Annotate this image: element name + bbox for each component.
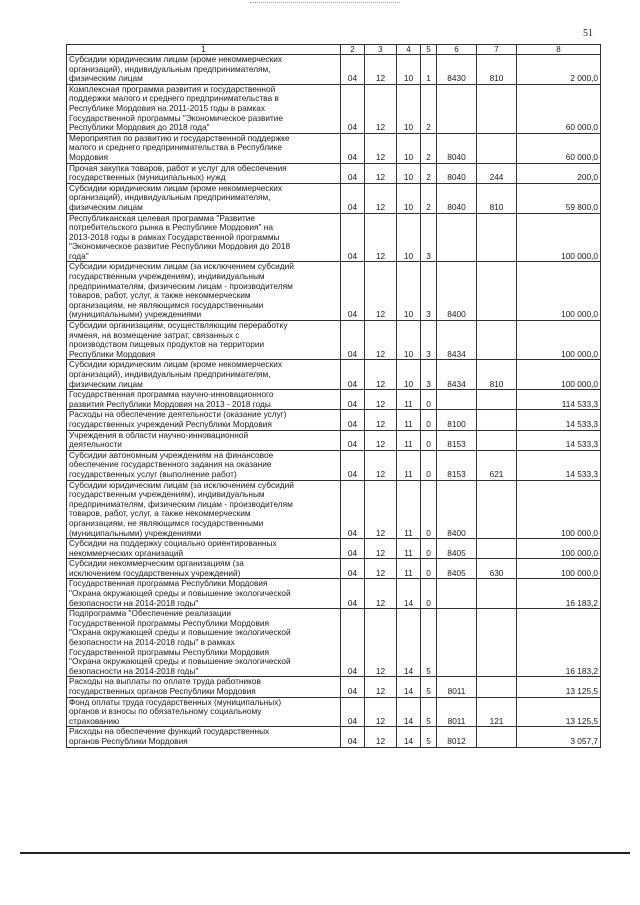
row-code-7: 810 xyxy=(477,183,517,213)
table-row xyxy=(67,321,601,360)
row-code-4: 10 xyxy=(397,84,421,133)
col-header-4: 4 xyxy=(397,45,421,55)
row-amount: 14 533,3 xyxy=(517,450,601,480)
row-amount: 60 000,0 xyxy=(517,133,601,163)
row-amount: 13 125,5 xyxy=(517,697,601,727)
row-code-6 xyxy=(437,213,477,262)
row-code-7 xyxy=(477,430,517,450)
row-amount: 16 183,2 xyxy=(517,609,601,677)
row-code-4: 10 xyxy=(397,213,421,262)
table-row xyxy=(67,410,601,430)
row-code-7 xyxy=(477,321,517,360)
row-code-2: 04 xyxy=(341,480,365,539)
row-code-6: 8434 xyxy=(437,360,477,390)
row-code-2: 04 xyxy=(341,390,365,410)
row-code-7: 630 xyxy=(477,559,517,579)
row-code-7 xyxy=(477,262,517,321)
row-amount: 114 533,3 xyxy=(517,390,601,410)
row-code-7 xyxy=(477,677,517,697)
row-amount: 100 000,0 xyxy=(517,539,601,559)
table-row xyxy=(67,559,601,579)
row-name-cell: Учреждения в области научно-инновационной деятельности xyxy=(67,430,341,450)
row-code-2: 04 xyxy=(341,410,365,430)
row-amount: 14 533,3 xyxy=(517,410,601,430)
row-code-4: 10 xyxy=(397,321,421,360)
row-code-4: 10 xyxy=(397,163,421,183)
row-code-3: 12 xyxy=(365,163,397,183)
row-code-6: 8430 xyxy=(437,55,477,85)
table-row xyxy=(67,539,601,559)
row-code-3: 12 xyxy=(365,213,397,262)
row-name-cell: Прочая закупка товаров, работ и услуг для обеспечения государственных (муниципальных) нужд xyxy=(67,163,341,183)
row-code-3: 12 xyxy=(365,183,397,213)
row-amount: 3 057,7 xyxy=(517,727,601,747)
row-code-5: 3 xyxy=(421,321,437,360)
row-code-7: 621 xyxy=(477,450,517,480)
row-code-4: 11 xyxy=(397,539,421,559)
row-code-2: 04 xyxy=(341,727,365,747)
row-code-7 xyxy=(477,390,517,410)
row-code-6: 8040 xyxy=(437,163,477,183)
table-row xyxy=(67,163,601,183)
row-code-6: 8153 xyxy=(437,450,477,480)
row-name-cell: Расходы на выплаты по оплате труда работников государственных органов Республики Мордовия xyxy=(67,677,341,697)
row-code-4: 14 xyxy=(397,727,421,747)
row-code-6: 8100 xyxy=(437,410,477,430)
row-amount: 14 533,3 xyxy=(517,430,601,450)
row-name-cell: Подпрограмма "Обеспечение реализации Государственной программы Республики Мордовия "Охрана окружающей среды и повышение экологической безопасности на 2014-2018 годы" в рамках Государственной программы Республики Мордовия "Охрана окружающей среды и повышение экологической безопасности на 2014-2018 годы" xyxy=(67,609,341,677)
row-code-2: 04 xyxy=(341,84,365,133)
row-amount: 100 000,0 xyxy=(517,321,601,360)
row-code-7: 121 xyxy=(477,697,517,727)
row-amount: 59 800,0 xyxy=(517,183,601,213)
row-code-7: 244 xyxy=(477,163,517,183)
row-code-7 xyxy=(477,213,517,262)
row-name-cell: Республиканская целевая программа "Развитие потребительского рынка в Республике Мордовия" на 2013-2018 годы в рамках Государственной программы "Экономическое развитие Республики Мордовия до 2018 года" xyxy=(67,213,341,262)
row-code-5: 0 xyxy=(421,480,437,539)
row-name-cell: Субсидии юридическим лицам (за исключением субсидий государственным учреждениям), индивидуальным предпринимателям, физическим лицам - производителям товаров, работ, услуг, а также некоммерческим организациям, не являющимся государственными (муниципальными) учреждениями xyxy=(67,480,341,539)
row-code-4: 10 xyxy=(397,55,421,85)
row-amount: 13 125,5 xyxy=(517,677,601,697)
row-code-6: 8400 xyxy=(437,480,477,539)
row-code-7 xyxy=(477,84,517,133)
row-code-6: 8434 xyxy=(437,321,477,360)
row-amount: 60 000,0 xyxy=(517,84,601,133)
row-code-5: 5 xyxy=(421,609,437,677)
row-name-cell: Субсидии некоммерческим организациям (за исключением государственных учреждений) xyxy=(67,559,341,579)
row-code-2: 04 xyxy=(341,321,365,360)
row-name-cell: Мероприятия по развитию и государственной поддержке малого и среднего предпринимательства в Республике Мордовия xyxy=(67,133,341,163)
row-name-cell: Расходы на обеспечение функций государственных органов Республики Мордовия xyxy=(67,727,341,747)
row-name-cell: Субсидии автономным учреждениям на финансовое обеспечение государственного задания на оказание государственных услуг (выполнение работ) xyxy=(67,450,341,480)
row-code-4: 11 xyxy=(397,480,421,539)
row-code-4: 11 xyxy=(397,430,421,450)
row-code-6 xyxy=(437,609,477,677)
row-code-5: 0 xyxy=(421,410,437,430)
col-header-6: 6 xyxy=(437,45,477,55)
row-code-5: 0 xyxy=(421,539,437,559)
row-code-5: 0 xyxy=(421,579,437,609)
row-code-2: 04 xyxy=(341,430,365,450)
page-number: 51 xyxy=(583,28,593,39)
row-code-3: 12 xyxy=(365,677,397,697)
row-code-3: 12 xyxy=(365,727,397,747)
row-code-6: 8405 xyxy=(437,559,477,579)
row-name-cell: Субсидии юридическим лицам (кроме некоммерческих организаций), индивидуальным предпринимателям, физическим лицам xyxy=(67,183,341,213)
col-header-2: 2 xyxy=(341,45,365,55)
row-code-4: 11 xyxy=(397,450,421,480)
row-code-3: 12 xyxy=(365,262,397,321)
row-code-5: 3 xyxy=(421,360,437,390)
row-code-4: 14 xyxy=(397,609,421,677)
row-code-4: 10 xyxy=(397,262,421,321)
row-code-2: 04 xyxy=(341,697,365,727)
row-code-2: 04 xyxy=(341,609,365,677)
col-header-5: 5 xyxy=(421,45,437,55)
row-code-4: 11 xyxy=(397,559,421,579)
col-header-7: 7 xyxy=(477,45,517,55)
row-code-5: 5 xyxy=(421,727,437,747)
row-code-3: 12 xyxy=(365,390,397,410)
row-code-7 xyxy=(477,579,517,609)
table-body xyxy=(67,55,601,748)
col-header-8: 8 xyxy=(517,45,601,55)
row-name-cell: Субсидии юридическим лицам (кроме некоммерческих организаций), индивидуальным предпринимателям, физическим лицам xyxy=(67,360,341,390)
row-code-4: 14 xyxy=(397,697,421,727)
row-code-3: 12 xyxy=(365,430,397,450)
table-row xyxy=(67,677,601,697)
row-code-2: 04 xyxy=(341,262,365,321)
col-header-3: 3 xyxy=(365,45,397,55)
row-code-6 xyxy=(437,579,477,609)
row-code-6 xyxy=(437,390,477,410)
row-code-6: 8011 xyxy=(437,697,477,727)
table-row xyxy=(67,390,601,410)
row-code-4: 11 xyxy=(397,410,421,430)
table-row xyxy=(67,697,601,727)
row-name-cell: Расходы на обеспечение деятельности (оказание услуг) государственных учреждений Республики Мордовия xyxy=(67,410,341,430)
scan-top-mark xyxy=(250,2,400,3)
row-code-7: 810 xyxy=(477,55,517,85)
row-code-5: 0 xyxy=(421,450,437,480)
row-code-7 xyxy=(477,480,517,539)
row-name-cell: Субсидии юридическим лицам (кроме некоммерческих организаций), индивидуальным предпринимателям, физическим лицам xyxy=(67,55,341,85)
table-row xyxy=(67,579,601,609)
row-code-3: 12 xyxy=(365,321,397,360)
budget-table xyxy=(66,44,601,748)
row-code-3: 12 xyxy=(365,697,397,727)
row-amount: 100 000,0 xyxy=(517,213,601,262)
table-row xyxy=(67,84,601,133)
row-code-5: 2 xyxy=(421,183,437,213)
row-code-2: 04 xyxy=(341,539,365,559)
row-name-cell: Государственная программа научно-инновационного развития Республики Мордовия на 2013 - 2018 годы xyxy=(67,390,341,410)
row-code-5: 5 xyxy=(421,697,437,727)
row-code-3: 12 xyxy=(365,55,397,85)
row-amount: 16 183,2 xyxy=(517,579,601,609)
row-code-3: 12 xyxy=(365,84,397,133)
row-code-3: 12 xyxy=(365,450,397,480)
row-code-4: 14 xyxy=(397,579,421,609)
row-code-6: 8400 xyxy=(437,262,477,321)
row-amount: 100 000,0 xyxy=(517,360,601,390)
row-code-6 xyxy=(437,84,477,133)
row-code-7 xyxy=(477,609,517,677)
table-row xyxy=(67,262,601,321)
row-code-5: 2 xyxy=(421,163,437,183)
row-code-5: 0 xyxy=(421,559,437,579)
row-code-4: 10 xyxy=(397,183,421,213)
header-row xyxy=(67,45,601,55)
col-header-1: 1 xyxy=(67,45,341,55)
row-code-5: 1 xyxy=(421,55,437,85)
row-code-3: 12 xyxy=(365,480,397,539)
row-code-5: 2 xyxy=(421,84,437,133)
row-code-2: 04 xyxy=(341,450,365,480)
row-code-6: 8040 xyxy=(437,133,477,163)
row-code-3: 12 xyxy=(365,410,397,430)
table-row xyxy=(67,480,601,539)
row-code-5: 0 xyxy=(421,430,437,450)
row-code-2: 04 xyxy=(341,133,365,163)
row-code-4: 14 xyxy=(397,677,421,697)
row-code-7 xyxy=(477,727,517,747)
table-row xyxy=(67,430,601,450)
row-code-5: 0 xyxy=(421,390,437,410)
row-code-2: 04 xyxy=(341,360,365,390)
row-code-5: 5 xyxy=(421,677,437,697)
footer-rule xyxy=(20,852,630,854)
row-name-cell: Субсидии организациям, осуществляющим переработку ячменя, на возмещение затрат, связанных с производством пищевых продуктов на территории Республики Мордовия xyxy=(67,321,341,360)
row-code-5: 3 xyxy=(421,213,437,262)
row-code-3: 12 xyxy=(365,539,397,559)
row-code-7 xyxy=(477,133,517,163)
table-row xyxy=(67,360,601,390)
row-code-7 xyxy=(477,410,517,430)
row-code-6: 8405 xyxy=(437,539,477,559)
row-code-7: 810 xyxy=(477,360,517,390)
row-code-6: 8040 xyxy=(437,183,477,213)
row-code-2: 04 xyxy=(341,213,365,262)
row-amount: 2 000,0 xyxy=(517,55,601,85)
row-name-cell: Фонд оплаты труда государственных (муниципальных) органов и взносы по обязательному социальному страхованию xyxy=(67,697,341,727)
row-code-6: 8012 xyxy=(437,727,477,747)
row-code-2: 04 xyxy=(341,55,365,85)
row-code-3: 12 xyxy=(365,133,397,163)
row-amount: 200,0 xyxy=(517,163,601,183)
row-code-4: 10 xyxy=(397,360,421,390)
row-code-3: 12 xyxy=(365,559,397,579)
row-code-5: 3 xyxy=(421,262,437,321)
row-code-3: 12 xyxy=(365,609,397,677)
table-row xyxy=(67,609,601,677)
table-row xyxy=(67,133,601,163)
row-name-cell: Субсидии на поддержку социально ориентированных некоммерческих организаций xyxy=(67,539,341,559)
row-code-3: 12 xyxy=(365,360,397,390)
table-row xyxy=(67,450,601,480)
row-code-2: 04 xyxy=(341,183,365,213)
row-code-3: 12 xyxy=(365,579,397,609)
row-name-cell: Субсидии юридическим лицам (за исключением субсидий государственным учреждениям), индивидуальным предпринимателям, физическим лицам - производителям товаров, работ, услуг, а также некоммерческим организациям, не являющимся государственными (муниципальными) учреждениями xyxy=(67,262,341,321)
row-amount: 100 000,0 xyxy=(517,559,601,579)
row-code-6: 8153 xyxy=(437,430,477,450)
row-amount: 100 000,0 xyxy=(517,262,601,321)
row-code-7 xyxy=(477,539,517,559)
row-code-2: 04 xyxy=(341,163,365,183)
table-row xyxy=(67,727,601,747)
row-code-6: 8011 xyxy=(437,677,477,697)
row-code-2: 04 xyxy=(341,579,365,609)
row-name-cell: Комплексная программа развития и государственной поддержки малого и среднего предпринимательства в Республике Мордовия на 2011-2015 годы в рамках Государственной программы "Экономическое развитие Республики Мордовия до 2018 года" xyxy=(67,84,341,133)
row-code-2: 04 xyxy=(341,677,365,697)
row-code-4: 10 xyxy=(397,133,421,163)
row-code-5: 2 xyxy=(421,133,437,163)
table-row xyxy=(67,183,601,213)
row-code-4: 11 xyxy=(397,390,421,410)
row-code-2: 04 xyxy=(341,559,365,579)
row-name-cell: Государственная программа Республики Мордовия "Охрана окружающей среды и повышение экологической безопасности на 2014-2018 годы" xyxy=(67,579,341,609)
row-amount: 100 000,0 xyxy=(517,480,601,539)
table-row xyxy=(67,55,601,85)
table-row xyxy=(67,213,601,262)
